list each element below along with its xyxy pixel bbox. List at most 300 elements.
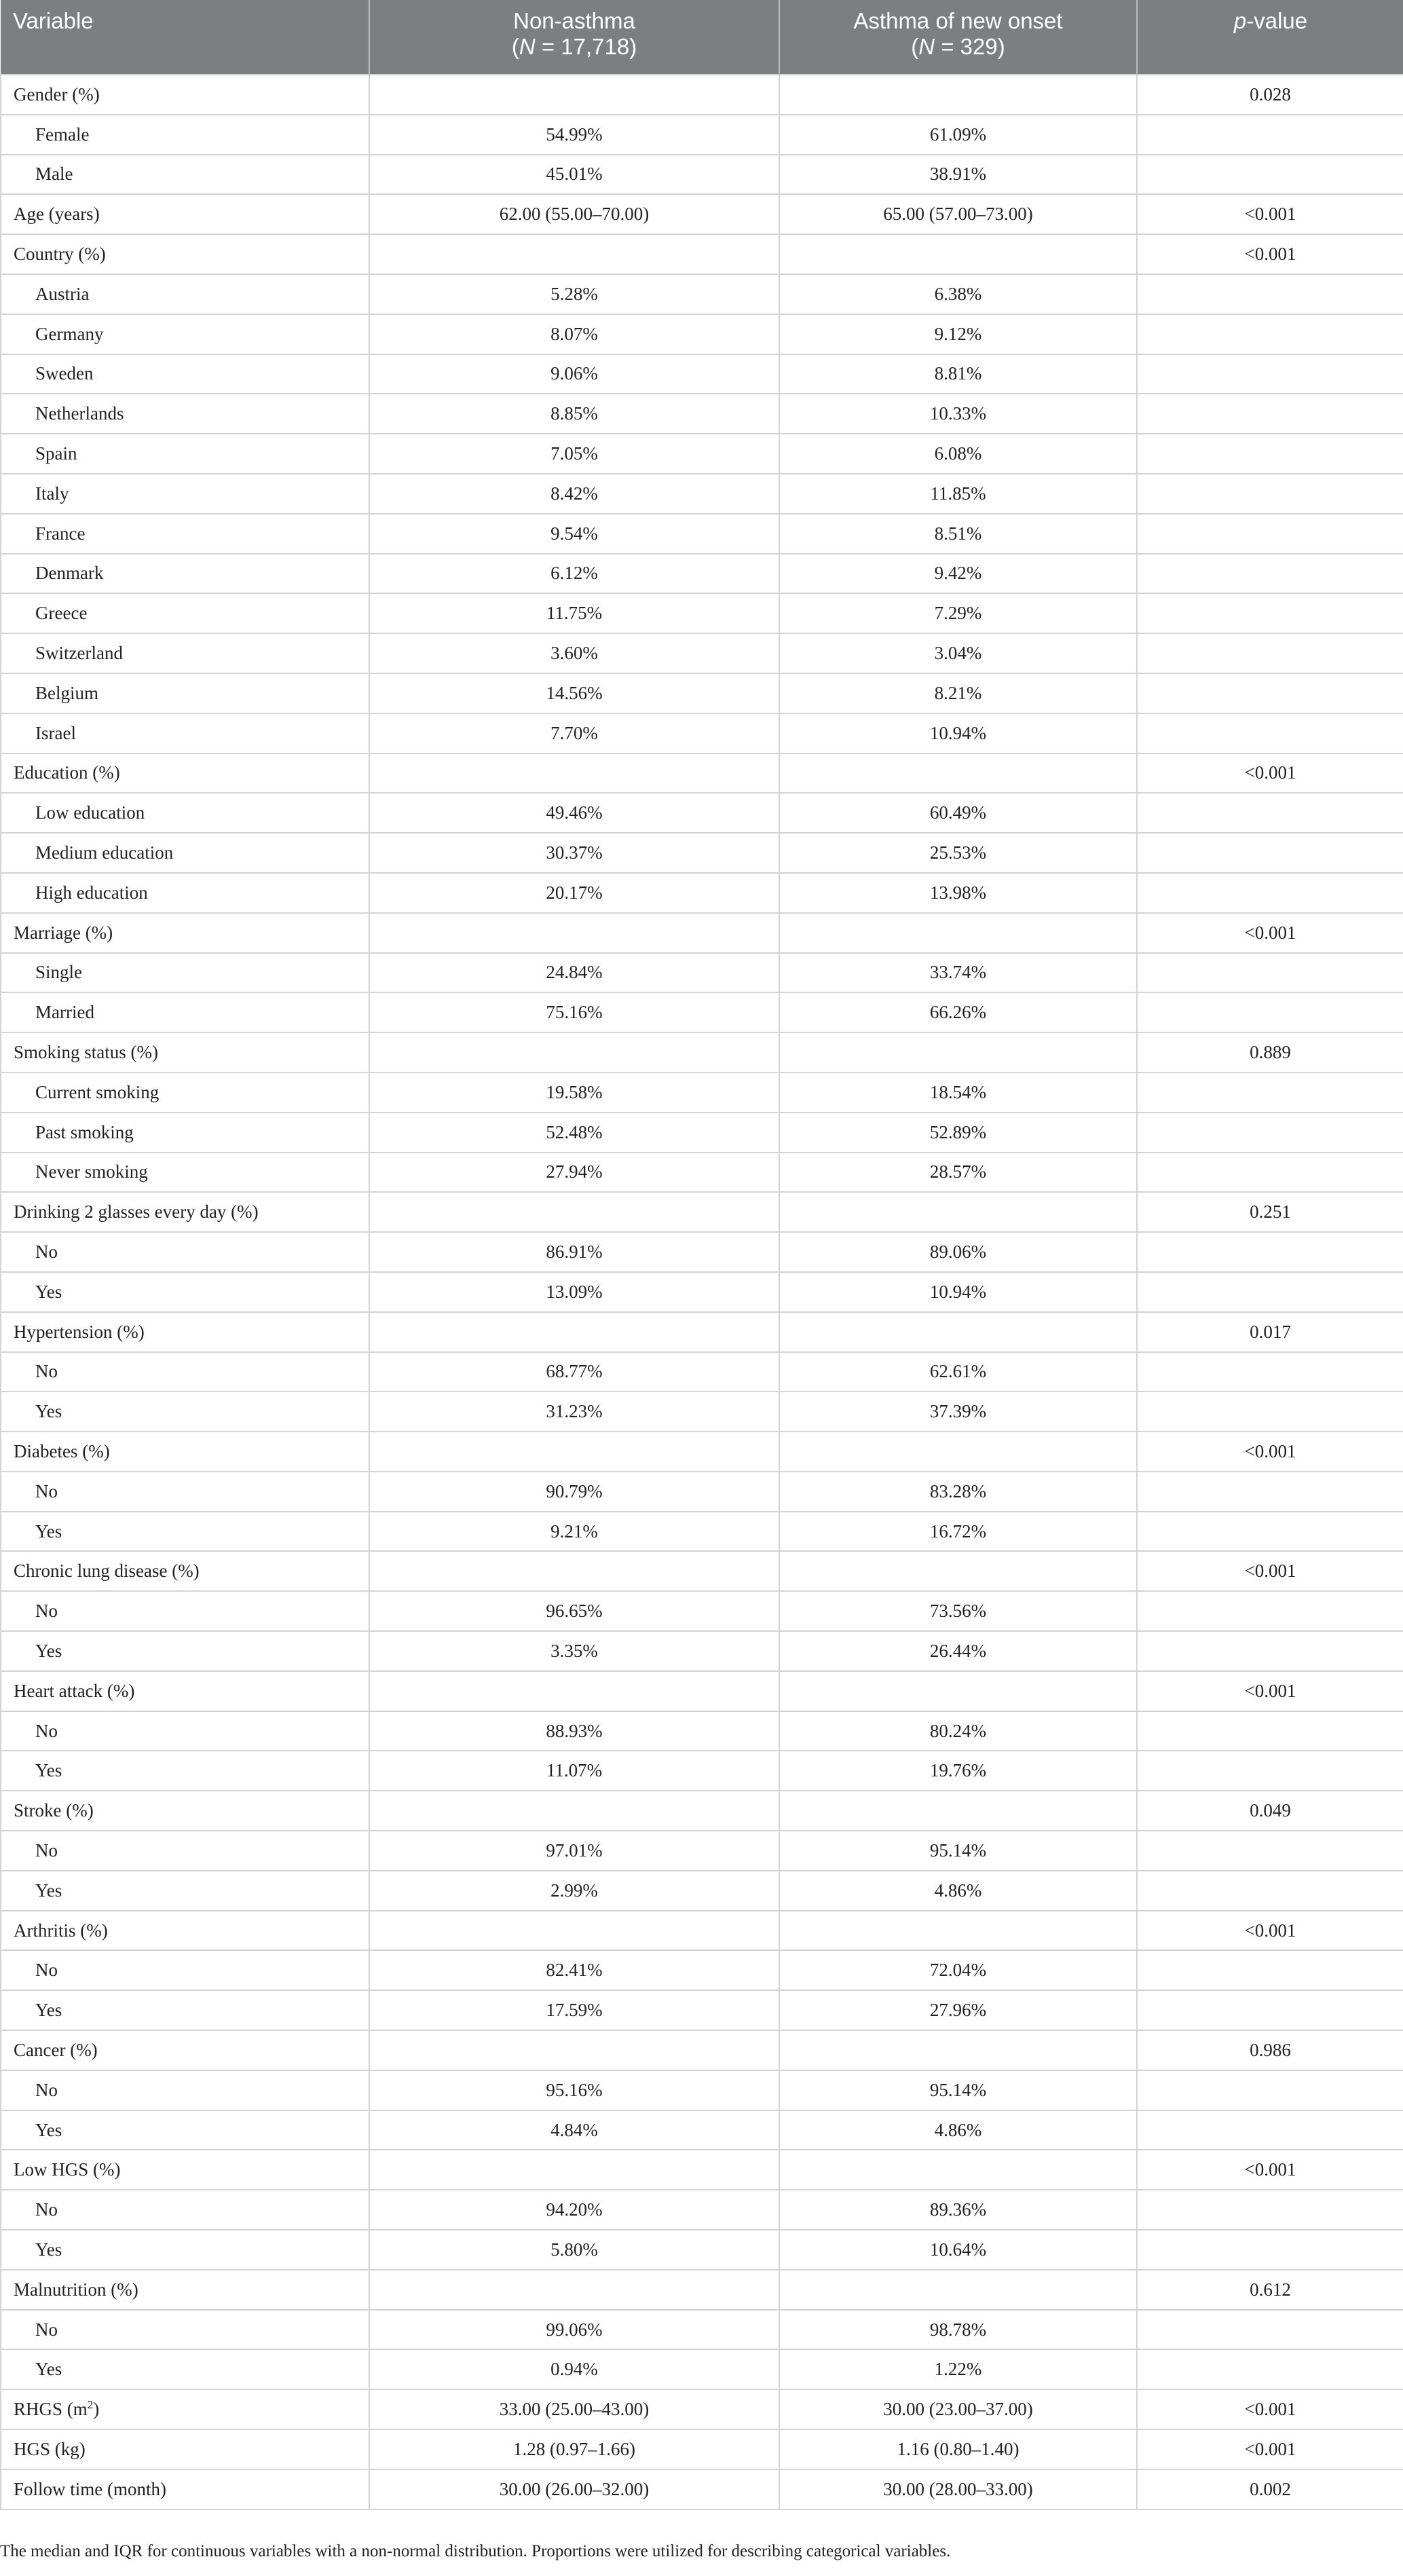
header-asthma-n-letter: N <box>918 34 935 59</box>
cell-asthma: 8.81% <box>779 354 1137 394</box>
row-label-text: High education <box>35 882 148 903</box>
cell-non-asthma <box>369 1551 779 1591</box>
table-footnote: The median and IQR for continuous variables with a non-normal distribution. Proportions were utilized for describing categorical variables. <box>0 2542 951 2560</box>
table-row <box>1 673 1403 713</box>
table-row <box>1 1272 1403 1312</box>
row-label-text: Medium education <box>35 842 174 863</box>
cell-pvalue <box>1137 354 1403 394</box>
row-label-text: Chronic lung disease (%) <box>14 1561 200 1582</box>
cell-asthma: 30.00 (28.00–33.00) <box>779 2469 1137 2509</box>
row-sublabel <box>1 394 369 434</box>
cell-pvalue <box>1137 1950 1403 1990</box>
cell-pvalue <box>1137 593 1403 633</box>
table-row <box>1 1312 1403 1352</box>
row-sublabel <box>1 2349 369 2389</box>
table-row <box>1 753 1403 794</box>
row-label <box>1 234 369 274</box>
row-sublabel <box>1 2070 369 2110</box>
row-label-superscript: 2 <box>87 2398 94 2412</box>
cell-asthma: 95.14% <box>779 2070 1137 2110</box>
cell-non-asthma: 27.94% <box>369 1153 779 1193</box>
table-row <box>1 2110 1403 2150</box>
header-pvalue-letter: p <box>1233 8 1247 33</box>
row-label-text: Hypertension (%) <box>14 1321 145 1342</box>
cell-non-asthma: 8.85% <box>369 394 779 434</box>
cell-non-asthma: 97.01% <box>369 1831 779 1871</box>
row-sublabel <box>1 514 369 554</box>
cell-asthma: 95.14% <box>779 1831 1137 1871</box>
table-row <box>1 1990 1403 2030</box>
cell-non-asthma <box>369 1192 779 1232</box>
row-label-text: Yes <box>35 2119 62 2140</box>
table-row <box>1 2349 1403 2389</box>
row-label-text: Stroke (%) <box>14 1800 94 1821</box>
table-row <box>1 1871 1403 1911</box>
cell-non-asthma: 4.84% <box>369 2110 779 2150</box>
cell-asthma: 1.16 (0.80–1.40) <box>779 2429 1137 2469</box>
row-sublabel <box>1 593 369 633</box>
row-label-text: Spain <box>35 443 77 464</box>
cell-asthma: 6.08% <box>779 434 1137 474</box>
row-label-text: Malnutrition (%) <box>14 2279 138 2300</box>
table-row <box>1 115 1403 155</box>
row-label-text: Country (%) <box>14 244 106 265</box>
table-row <box>1 793 1403 833</box>
row-sublabel <box>1 554 369 594</box>
cell-non-asthma: 9.06% <box>369 354 779 394</box>
cell-asthma: 25.53% <box>779 833 1137 873</box>
cell-asthma <box>779 2150 1137 2190</box>
header-asthma-title: Asthma of new onset <box>853 8 1063 33</box>
cell-non-asthma <box>369 913 779 953</box>
cell-asthma: 7.29% <box>779 593 1137 633</box>
cell-pvalue <box>1137 1392 1403 1432</box>
cell-asthma: 9.42% <box>779 554 1137 594</box>
row-label <box>1 1032 369 1072</box>
header-non-asthma-n-value: = 17,718) <box>535 34 637 59</box>
cell-non-asthma: 68.77% <box>369 1352 779 1392</box>
row-sublabel <box>1 1990 369 2030</box>
row-sublabel <box>1 1232 369 1272</box>
row-sublabel <box>1 1153 369 1193</box>
cell-asthma: 83.28% <box>779 1472 1137 1512</box>
row-label-text: Yes <box>35 1880 62 1901</box>
table-row <box>1 1153 1403 1193</box>
cell-asthma: 13.98% <box>779 873 1137 913</box>
cell-pvalue <box>1137 1831 1403 1871</box>
cell-pvalue <box>1137 2230 1403 2270</box>
cell-non-asthma: 19.58% <box>369 1072 779 1113</box>
cell-pvalue <box>1137 2310 1403 2350</box>
row-sublabel <box>1 274 369 314</box>
table-row <box>1 953 1403 993</box>
row-sublabel <box>1 1871 369 1911</box>
row-sublabel <box>1 1392 369 1432</box>
table-row <box>1 2150 1403 2190</box>
row-label-text: Arthritis (%) <box>14 1920 108 1941</box>
cell-pvalue: 0.889 <box>1137 1032 1403 1072</box>
cell-asthma: 66.26% <box>779 992 1137 1032</box>
row-sublabel <box>1 1512 369 1552</box>
cell-asthma <box>779 753 1137 794</box>
table-row <box>1 75 1403 115</box>
header-row <box>1 0 1403 75</box>
row-label <box>1 1312 369 1352</box>
table-row <box>1 394 1403 434</box>
cell-non-asthma <box>369 2270 779 2310</box>
cell-pvalue <box>1137 1512 1403 1552</box>
table-row <box>1 1631 1403 1671</box>
row-label-text: Diabetes (%) <box>14 1440 110 1461</box>
row-label <box>1 1791 369 1831</box>
row-sublabel <box>1 474 369 514</box>
header-variable-label: Variable <box>13 8 94 33</box>
cell-asthma <box>779 913 1137 953</box>
row-label-text: No <box>35 1840 58 1861</box>
header-asthma-n-prefix: ( <box>911 34 919 59</box>
cell-pvalue: <0.001 <box>1137 2389 1403 2429</box>
cell-pvalue <box>1137 274 1403 314</box>
cell-pvalue: <0.001 <box>1137 1432 1403 1472</box>
table-row <box>1 992 1403 1032</box>
row-sublabel <box>1 1950 369 1990</box>
cell-pvalue <box>1137 1232 1403 1272</box>
cell-pvalue <box>1137 2070 1403 2110</box>
cell-pvalue <box>1137 1472 1403 1512</box>
cell-pvalue <box>1137 2110 1403 2150</box>
row-label-text: Yes <box>35 1760 62 1781</box>
row-label-text: Yes <box>35 2239 62 2260</box>
row-label-text: HGS (kg) <box>14 2438 86 2459</box>
row-label-text: Age (years) <box>14 204 100 225</box>
table-row <box>1 274 1403 314</box>
row-sublabel <box>1 155 369 195</box>
cell-pvalue: <0.001 <box>1137 913 1403 953</box>
cell-non-asthma: 20.17% <box>369 873 779 913</box>
header-asthma <box>779 0 1137 75</box>
table-row <box>1 633 1403 673</box>
table-row <box>1 2310 1403 2350</box>
cell-pvalue <box>1137 793 1403 833</box>
cell-pvalue: 0.612 <box>1137 2270 1403 2310</box>
row-label-text: Marriage (%) <box>14 922 113 943</box>
table-row <box>1 833 1403 873</box>
cell-non-asthma: 62.00 (55.00–70.00) <box>369 194 779 234</box>
header-variable <box>1 0 369 75</box>
row-label-text: Austria <box>35 283 90 304</box>
cell-non-asthma: 6.12% <box>369 554 779 594</box>
table-row <box>1 873 1403 913</box>
table-row <box>1 593 1403 633</box>
table-row <box>1 1751 1403 1791</box>
table-row <box>1 434 1403 474</box>
row-label-text: Education (%) <box>14 762 120 783</box>
cell-non-asthma: 54.99% <box>369 115 779 155</box>
cell-non-asthma: 11.07% <box>369 1751 779 1791</box>
header-non-asthma <box>369 0 779 75</box>
table-row <box>1 1950 1403 1990</box>
row-label-text: Switzerland <box>35 643 123 664</box>
row-label-text: No <box>35 2079 58 2100</box>
cell-pvalue <box>1137 155 1403 195</box>
cell-pvalue <box>1137 673 1403 713</box>
cell-non-asthma: 7.05% <box>369 434 779 474</box>
header-non-asthma-n-letter: N <box>519 34 536 59</box>
row-sublabel <box>1 1591 369 1631</box>
cell-pvalue: 0.002 <box>1137 2469 1403 2509</box>
cell-pvalue: <0.001 <box>1137 2429 1403 2469</box>
row-label-text: Single <box>35 962 83 983</box>
cell-non-asthma: 33.00 (25.00–43.00) <box>369 2389 779 2429</box>
cell-pvalue: 0.028 <box>1137 75 1403 115</box>
cell-non-asthma: 1.28 (0.97–1.66) <box>369 2429 779 2469</box>
cell-non-asthma: 90.79% <box>369 1472 779 1512</box>
cell-pvalue <box>1137 633 1403 673</box>
row-label-text: Greece <box>35 603 88 624</box>
cell-non-asthma: 5.80% <box>369 2230 779 2270</box>
cell-non-asthma: 2.99% <box>369 1871 779 1911</box>
cell-pvalue <box>1137 115 1403 155</box>
cell-non-asthma <box>369 1432 779 1472</box>
cell-non-asthma: 9.54% <box>369 514 779 554</box>
cell-pvalue <box>1137 1072 1403 1113</box>
row-label-text: Yes <box>35 1520 62 1542</box>
cell-asthma: 18.54% <box>779 1072 1137 1113</box>
row-label-text: Yes <box>35 2359 62 2380</box>
table-row <box>1 2429 1403 2469</box>
row-sublabel <box>1 434 369 474</box>
table-row <box>1 2389 1403 2429</box>
table-row <box>1 1192 1403 1232</box>
row-sublabel <box>1 2110 369 2150</box>
cell-non-asthma: 30.37% <box>369 833 779 873</box>
row-label-text: No <box>35 1361 58 1382</box>
row-label-text: Israel <box>35 722 76 743</box>
table-row <box>1 1711 1403 1751</box>
cell-asthma: 80.24% <box>779 1711 1137 1751</box>
cell-asthma: 98.78% <box>779 2310 1137 2350</box>
row-label-text: Heart attack (%) <box>14 1680 135 1701</box>
cell-non-asthma: 17.59% <box>369 1990 779 2030</box>
row-label-text: No <box>35 1720 58 1741</box>
table-row <box>1 1113 1403 1153</box>
header-asthma-n-value: = 329) <box>935 34 1005 59</box>
row-label-text: No <box>35 2319 58 2340</box>
row-label <box>1 1551 369 1591</box>
cell-non-asthma <box>369 1032 779 1072</box>
cell-non-asthma: 45.01% <box>369 155 779 195</box>
row-sublabel <box>1 633 369 673</box>
cell-asthma: 37.39% <box>779 1392 1137 1432</box>
row-sublabel <box>1 1831 369 1871</box>
cell-non-asthma <box>369 1312 779 1352</box>
cell-pvalue <box>1137 1990 1403 2030</box>
row-label-text: Gender (%) <box>14 83 100 105</box>
row-sublabel <box>1 354 369 394</box>
table-row <box>1 2190 1403 2230</box>
header-non-asthma-n <box>382 34 766 60</box>
cell-asthma: 8.21% <box>779 673 1137 713</box>
cell-non-asthma: 8.07% <box>369 314 779 354</box>
table-row <box>1 1551 1403 1591</box>
table-row <box>1 1472 1403 1512</box>
cell-pvalue <box>1137 1113 1403 1153</box>
row-sublabel <box>1 1631 369 1671</box>
cell-pvalue <box>1137 1871 1403 1911</box>
cell-asthma <box>779 1791 1137 1831</box>
cell-asthma: 1.22% <box>779 2349 1137 2389</box>
header-asthma-n <box>792 34 1124 60</box>
cell-asthma: 4.86% <box>779 2110 1137 2150</box>
table-row <box>1 1232 1403 1272</box>
row-label <box>1 1671 369 1711</box>
cell-non-asthma: 94.20% <box>369 2190 779 2230</box>
row-sublabel <box>1 673 369 713</box>
cell-asthma <box>779 234 1137 274</box>
row-label-text: No <box>35 1601 58 1622</box>
cell-asthma: 8.51% <box>779 514 1137 554</box>
row-sublabel <box>1 1113 369 1153</box>
cell-non-asthma <box>369 2030 779 2070</box>
cell-non-asthma: 9.21% <box>369 1512 779 1552</box>
row-sublabel <box>1 793 369 833</box>
cell-asthma: 11.85% <box>779 474 1137 514</box>
cell-pvalue <box>1137 1631 1403 1671</box>
table-body <box>1 75 1403 2509</box>
row-sublabel <box>1 2230 369 2270</box>
cell-pvalue <box>1137 1272 1403 1312</box>
table-row <box>1 713 1403 753</box>
cell-non-asthma: 30.00 (26.00–32.00) <box>369 2469 779 2509</box>
table-row <box>1 155 1403 195</box>
table-row <box>1 314 1403 354</box>
table-row <box>1 554 1403 594</box>
cell-asthma <box>779 1192 1137 1232</box>
cell-pvalue <box>1137 554 1403 594</box>
cell-pvalue: <0.001 <box>1137 1671 1403 1711</box>
row-label-text: Sweden <box>35 363 94 384</box>
row-sublabel <box>1 953 369 993</box>
cell-asthma: 10.94% <box>779 1272 1137 1312</box>
table-row <box>1 1512 1403 1552</box>
cell-asthma: 65.00 (57.00–73.00) <box>779 194 1137 234</box>
row-label-text: Male <box>35 164 73 185</box>
cell-pvalue <box>1137 1153 1403 1193</box>
table-row <box>1 2030 1403 2070</box>
cell-non-asthma <box>369 1671 779 1711</box>
cell-pvalue <box>1137 2349 1403 2389</box>
cell-asthma: 38.91% <box>779 155 1137 195</box>
cell-pvalue <box>1137 474 1403 514</box>
cell-asthma <box>779 75 1137 115</box>
row-label-text: No <box>35 1960 58 1981</box>
row-label <box>1 2270 369 2310</box>
cell-asthma <box>779 2030 1137 2070</box>
table-row <box>1 1432 1403 1472</box>
table-row <box>1 1032 1403 1072</box>
row-label-text: Smoking status (%) <box>14 1042 158 1063</box>
table-row <box>1 2469 1403 2509</box>
table-row <box>1 1392 1403 1432</box>
table-row <box>1 234 1403 274</box>
cell-pvalue: <0.001 <box>1137 753 1403 794</box>
cell-pvalue <box>1137 1591 1403 1631</box>
table-row <box>1 913 1403 953</box>
row-label-text: Yes <box>35 1281 62 1302</box>
cell-pvalue <box>1137 434 1403 474</box>
row-label-text: Yes <box>35 1401 62 1422</box>
cell-pvalue: 0.986 <box>1137 2030 1403 2070</box>
cell-asthma: 27.96% <box>779 1990 1137 2030</box>
row-label <box>1 2389 369 2429</box>
row-label-text: Germany <box>35 323 104 344</box>
cell-asthma: 61.09% <box>779 115 1137 155</box>
row-label-text: No <box>35 1242 58 1262</box>
cell-asthma: 30.00 (23.00–37.00) <box>779 2389 1137 2429</box>
row-label-text: Netherlands <box>35 403 124 424</box>
cell-asthma: 10.33% <box>779 394 1137 434</box>
table-row <box>1 1072 1403 1113</box>
row-label-suffix: ) <box>93 2399 100 2420</box>
row-label-text: Drinking 2 glasses every day (%) <box>14 1201 259 1222</box>
cell-pvalue <box>1137 1751 1403 1791</box>
row-label-text: Belgium <box>35 682 98 703</box>
row-label-text: RHGS (m <box>14 2399 88 2420</box>
row-sublabel <box>1 713 369 753</box>
cell-non-asthma: 49.46% <box>369 793 779 833</box>
cell-pvalue <box>1137 713 1403 753</box>
cell-asthma: 4.86% <box>779 1871 1137 1911</box>
table-header <box>1 0 1403 75</box>
cell-asthma <box>779 1032 1137 1072</box>
row-label-text: Cancer (%) <box>14 2039 98 2060</box>
cell-non-asthma: 11.75% <box>369 593 779 633</box>
cell-pvalue <box>1137 514 1403 554</box>
row-label <box>1 2030 369 2070</box>
cell-asthma <box>779 1432 1137 1472</box>
table-row <box>1 1591 1403 1631</box>
cell-pvalue <box>1137 2190 1403 2230</box>
cell-pvalue: 0.251 <box>1137 1192 1403 1232</box>
table-row <box>1 1352 1403 1392</box>
cell-non-asthma: 95.16% <box>369 2070 779 2110</box>
cell-non-asthma: 88.93% <box>369 1711 779 1751</box>
cell-asthma <box>779 1551 1137 1591</box>
row-sublabel <box>1 115 369 155</box>
row-sublabel <box>1 1751 369 1791</box>
cell-non-asthma: 31.23% <box>369 1392 779 1432</box>
table-row <box>1 2230 1403 2270</box>
row-label-text: Female <box>35 124 90 145</box>
cell-asthma <box>779 1671 1137 1711</box>
cell-pvalue: 0.017 <box>1137 1312 1403 1352</box>
cell-pvalue <box>1137 394 1403 434</box>
cell-asthma: 72.04% <box>779 1950 1137 1990</box>
cell-non-asthma <box>369 2150 779 2190</box>
cell-non-asthma: 14.56% <box>369 673 779 713</box>
row-label-text: Yes <box>35 2000 62 2021</box>
row-label-text: France <box>35 523 86 544</box>
cell-asthma: 10.64% <box>779 2230 1137 2270</box>
cell-non-asthma: 3.60% <box>369 633 779 673</box>
cell-pvalue <box>1137 1711 1403 1751</box>
row-label-text: No <box>35 2199 58 2220</box>
row-label-text: Married <box>35 1002 94 1023</box>
row-sublabel <box>1 873 369 913</box>
row-sublabel <box>1 1352 369 1392</box>
row-label <box>1 753 369 794</box>
cell-non-asthma: 0.94% <box>369 2349 779 2389</box>
